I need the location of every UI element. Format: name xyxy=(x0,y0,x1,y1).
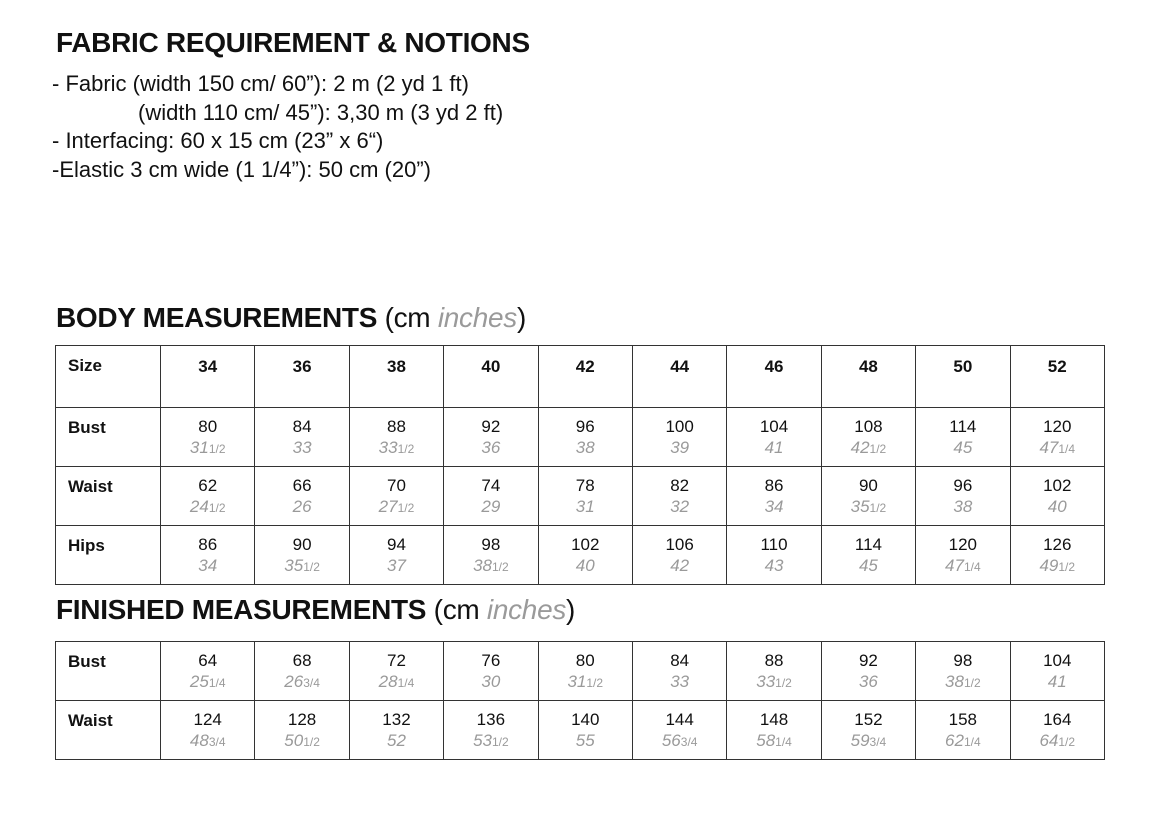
size-cell: 38 xyxy=(349,346,443,408)
measurement-cell xyxy=(161,642,255,701)
measurement-cell xyxy=(821,701,915,760)
body-measurements-title xyxy=(56,302,526,334)
inch-value xyxy=(633,730,726,753)
inch-whole: 40 xyxy=(1047,497,1067,516)
cm-value: 72 xyxy=(387,651,406,670)
inch-whole: 56 xyxy=(661,731,681,750)
measurement-cell xyxy=(727,467,821,526)
inch-whole: 38 xyxy=(945,672,964,691)
finished-measurements-table xyxy=(55,641,1105,760)
inch-fraction: 3/4 xyxy=(680,735,698,749)
inch-whole: 38 xyxy=(473,556,492,575)
inch-whole: 31 xyxy=(567,672,587,691)
inch-value xyxy=(822,437,915,460)
inch-whole: 40 xyxy=(575,556,595,575)
cm-value: 124 xyxy=(193,710,222,729)
inch-value xyxy=(444,496,537,519)
cm-value: 94 xyxy=(387,535,406,554)
inch-fraction: 3/4 xyxy=(869,735,887,749)
measurement-cell xyxy=(255,642,349,701)
row-label: Waist xyxy=(56,701,161,760)
cm-value: 114 xyxy=(949,417,977,436)
measurement-cell xyxy=(255,701,349,760)
size-cell: 52 xyxy=(1010,346,1104,408)
measurement-cell xyxy=(444,467,538,526)
inch-value xyxy=(727,730,820,753)
fabric-note-line: (width 110 cm/ 45”): 3,30 m (3 yd 2 ft) xyxy=(138,99,504,125)
cm-value: 84 xyxy=(292,417,312,436)
cm-value: 88 xyxy=(764,651,784,670)
inch-fraction: 1/2 xyxy=(397,442,415,456)
inch-value xyxy=(255,496,348,519)
fabric-note-line: - Fabric (width 150 cm/ 60”): 2 m (2 yd 1 ft) xyxy=(52,71,469,96)
inch-whole: 29 xyxy=(481,497,501,516)
measurement-cell xyxy=(727,526,821,585)
measurement-cell xyxy=(444,408,538,467)
inch-whole: 41 xyxy=(1047,672,1067,691)
fabric-note-line: -Elastic 3 cm wide (1 1/4”): 50 cm (20”) xyxy=(52,156,431,182)
cm-value: 114 xyxy=(854,535,882,554)
size-cell: 40 xyxy=(444,346,538,408)
inch-whole: 48 xyxy=(189,731,209,750)
inch-whole: 25 xyxy=(189,672,209,691)
cm-value: 76 xyxy=(481,651,501,670)
measurement-cell xyxy=(632,408,726,467)
inch-whole: 35 xyxy=(850,497,870,516)
fabric-note-line: - Interfacing: 60 x 15 cm (23” x 6“) xyxy=(52,128,384,153)
measurement-cell xyxy=(349,701,443,760)
cm-value: 128 xyxy=(287,710,317,729)
fabric-section-title: FABRIC REQUIREMENT & NOTIONS xyxy=(56,27,530,58)
cm-value: 104 xyxy=(1043,651,1072,670)
cm-value: 70 xyxy=(387,476,406,495)
inch-value xyxy=(350,437,443,460)
cm-value: 66 xyxy=(292,476,312,495)
inch-value xyxy=(727,671,820,694)
inch-value xyxy=(916,671,1009,694)
paren-close: ) xyxy=(566,594,576,625)
size-cell: 34 xyxy=(161,346,255,408)
inch-value xyxy=(350,730,443,753)
inch-value xyxy=(1011,671,1104,694)
inch-value xyxy=(255,671,348,694)
measurement-cell xyxy=(255,467,349,526)
inch-fraction: 1/2 xyxy=(775,676,792,690)
inch-whole: 30 xyxy=(481,672,501,691)
inch-value xyxy=(633,496,726,519)
inch-whole: 59 xyxy=(850,731,870,750)
cm-value: 88 xyxy=(387,417,406,436)
cm-value: 102 xyxy=(571,535,600,554)
unit-inches: inches xyxy=(437,302,517,333)
measurement-cell xyxy=(632,701,726,760)
measurement-row xyxy=(56,642,1105,701)
inch-value xyxy=(727,437,820,460)
size-label: Size xyxy=(56,346,161,408)
cm-value: 102 xyxy=(1043,476,1072,495)
inch-whole: 26 xyxy=(284,672,304,691)
unit-inches: inches xyxy=(486,594,567,625)
inch-whole: 35 xyxy=(284,556,304,575)
inch-fraction: 1/4 xyxy=(963,735,981,749)
inch-whole: 31 xyxy=(189,438,209,457)
inch-value xyxy=(255,555,348,578)
measurement-cell xyxy=(916,467,1010,526)
cm-value: 82 xyxy=(670,476,690,495)
inch-whole: 38 xyxy=(953,497,973,516)
inch-whole: 27 xyxy=(378,497,398,516)
cm-value: 96 xyxy=(575,417,595,436)
inch-fraction: 1/2 xyxy=(303,560,320,574)
cm-value: 108 xyxy=(854,417,883,436)
size-header-row xyxy=(56,346,1105,408)
measurement-cell xyxy=(821,642,915,701)
measurement-cell xyxy=(1010,642,1104,701)
cm-value: 78 xyxy=(575,476,595,495)
inch-whole: 41 xyxy=(764,438,784,457)
inch-value xyxy=(916,730,1009,753)
inch-value xyxy=(444,671,537,694)
inch-value xyxy=(350,671,443,694)
measurement-cell xyxy=(1010,467,1104,526)
cm-value: 98 xyxy=(481,535,501,554)
measurement-cell xyxy=(349,467,443,526)
measurement-cell xyxy=(538,701,632,760)
size-cell: 44 xyxy=(632,346,726,408)
inch-value xyxy=(161,496,254,519)
measurement-cell xyxy=(255,408,349,467)
row-label: Waist xyxy=(56,467,161,526)
measurement-row xyxy=(56,526,1105,585)
inch-whole: 26 xyxy=(292,497,312,516)
cm-value: 84 xyxy=(670,651,690,670)
inch-whole: 52 xyxy=(387,731,406,750)
measurement-cell xyxy=(916,408,1010,467)
inch-value xyxy=(822,730,915,753)
inch-whole: 39 xyxy=(670,438,690,457)
cm-value: 120 xyxy=(1043,417,1072,436)
inch-whole: 34 xyxy=(764,497,784,516)
measurement-row xyxy=(56,467,1105,526)
inch-whole: 33 xyxy=(756,672,776,691)
inch-value xyxy=(161,437,254,460)
inch-whole: 62 xyxy=(945,731,964,750)
cm-value: 100 xyxy=(665,417,694,436)
inch-whole: 24 xyxy=(189,497,209,516)
measurement-cell xyxy=(161,467,255,526)
measurement-row xyxy=(56,701,1105,760)
measurement-cell xyxy=(538,467,632,526)
measurement-cell xyxy=(821,467,915,526)
cm-value: 144 xyxy=(665,710,694,729)
measurement-cell xyxy=(727,701,821,760)
cm-value: 80 xyxy=(198,417,218,436)
cm-value: 132 xyxy=(382,710,411,729)
inch-value xyxy=(161,730,254,753)
inch-fraction: 1/2 xyxy=(869,501,887,515)
inch-fraction: 1/4 xyxy=(208,676,226,690)
inch-value xyxy=(633,437,726,460)
cm-value: 92 xyxy=(858,651,878,670)
inch-whole: 33 xyxy=(670,672,690,691)
finished-title-text: FINISHED MEASUREMENTS xyxy=(56,594,427,625)
measurement-cell xyxy=(727,642,821,701)
measurement-cell xyxy=(821,408,915,467)
fabric-notes xyxy=(52,70,503,184)
measurement-cell xyxy=(538,526,632,585)
inch-fraction: 1/2 xyxy=(586,676,604,690)
inch-value xyxy=(350,496,443,519)
measurement-cell xyxy=(255,526,349,585)
measurement-cell xyxy=(1010,526,1104,585)
cm-value: 90 xyxy=(858,476,878,495)
measurement-cell xyxy=(349,408,443,467)
body-title-text: BODY MEASUREMENTS xyxy=(56,302,378,333)
inch-value xyxy=(916,496,1009,519)
cm-value: 62 xyxy=(198,476,218,495)
cm-value: 164 xyxy=(1043,710,1072,729)
inch-whole: 53 xyxy=(473,731,492,750)
cm-value: 106 xyxy=(665,535,694,554)
measurement-cell xyxy=(916,701,1010,760)
measurement-cell xyxy=(821,526,915,585)
inch-value xyxy=(822,671,915,694)
inch-value xyxy=(255,437,348,460)
inch-fraction: 1/2 xyxy=(208,442,226,456)
measurement-cell xyxy=(916,526,1010,585)
inch-whole: 64 xyxy=(1039,731,1059,750)
inch-value xyxy=(727,555,820,578)
measurement-cell xyxy=(916,642,1010,701)
size-cell: 46 xyxy=(727,346,821,408)
inch-value xyxy=(161,555,254,578)
cm-value: 90 xyxy=(292,535,312,554)
inch-fraction: 1/2 xyxy=(303,735,320,749)
unit-cm: cm xyxy=(393,302,431,333)
inch-whole: 33 xyxy=(292,438,312,457)
inch-whole: 42 xyxy=(670,556,690,575)
measurement-cell xyxy=(632,467,726,526)
inch-value xyxy=(539,730,632,753)
measurement-cell xyxy=(349,526,443,585)
cm-value: 140 xyxy=(571,710,600,729)
inch-fraction: 1/4 xyxy=(775,735,792,749)
inch-fraction: 1/2 xyxy=(208,501,226,515)
measurement-cell xyxy=(538,408,632,467)
unit-cm: cm xyxy=(442,594,480,625)
inch-fraction: 1/2 xyxy=(1058,560,1076,574)
paren-open: ( xyxy=(433,594,443,625)
inch-whole: 36 xyxy=(481,438,501,457)
inch-whole: 47 xyxy=(945,556,964,575)
cm-value: 126 xyxy=(1043,535,1072,554)
cm-value: 96 xyxy=(953,476,973,495)
inch-value xyxy=(822,555,915,578)
inch-whole: 43 xyxy=(764,556,784,575)
inch-fraction: 1/2 xyxy=(491,560,509,574)
inch-value xyxy=(916,437,1009,460)
cm-value: 120 xyxy=(948,535,977,554)
cm-value: 74 xyxy=(481,476,501,495)
row-label: Bust xyxy=(56,408,161,467)
inch-fraction: 1/2 xyxy=(869,442,887,456)
measurement-cell xyxy=(444,526,538,585)
inch-value xyxy=(161,671,254,694)
inch-value xyxy=(1011,496,1104,519)
inch-value xyxy=(444,730,537,753)
measurement-cell xyxy=(632,526,726,585)
cm-value: 158 xyxy=(948,710,977,729)
measurement-cell xyxy=(538,642,632,701)
body-measurements-table xyxy=(55,345,1105,585)
cm-value: 64 xyxy=(198,651,218,670)
inch-fraction: 3/4 xyxy=(303,676,320,690)
cm-value: 80 xyxy=(575,651,595,670)
inch-fraction: 1/4 xyxy=(1058,442,1076,456)
inch-fraction: 1/4 xyxy=(397,676,415,690)
inch-whole: 38 xyxy=(575,438,595,457)
row-label: Hips xyxy=(56,526,161,585)
row-label: Bust xyxy=(56,642,161,701)
inch-value xyxy=(444,437,537,460)
inch-whole: 49 xyxy=(1039,556,1059,575)
inch-fraction: 1/4 xyxy=(963,560,981,574)
inch-value xyxy=(444,555,537,578)
inch-whole: 33 xyxy=(378,438,398,457)
inch-value xyxy=(539,671,632,694)
inch-value xyxy=(1011,437,1104,460)
cm-value: 86 xyxy=(764,476,784,495)
paren-close: ) xyxy=(516,302,526,333)
inch-value xyxy=(916,555,1009,578)
inch-value xyxy=(822,496,915,519)
cm-value: 98 xyxy=(953,651,973,670)
measurement-cell xyxy=(444,642,538,701)
measurement-cell xyxy=(1010,701,1104,760)
inch-fraction: 1/2 xyxy=(1058,735,1076,749)
size-cell: 48 xyxy=(821,346,915,408)
inch-whole: 58 xyxy=(756,731,776,750)
cm-value: 92 xyxy=(481,417,501,436)
cm-value: 86 xyxy=(198,535,218,554)
cm-value: 68 xyxy=(292,651,312,670)
measurement-cell xyxy=(444,701,538,760)
inch-fraction: 1/2 xyxy=(963,676,981,690)
inch-whole: 37 xyxy=(387,556,406,575)
inch-value xyxy=(1011,730,1104,753)
measurement-cell xyxy=(632,642,726,701)
inch-fraction: 1/2 xyxy=(491,735,509,749)
inch-whole: 47 xyxy=(1039,438,1059,457)
inch-value xyxy=(255,730,348,753)
cm-value: 104 xyxy=(759,417,789,436)
inch-value xyxy=(539,555,632,578)
cm-value: 136 xyxy=(476,710,506,729)
inch-whole: 42 xyxy=(850,438,870,457)
inch-whole: 50 xyxy=(284,731,304,750)
cm-value: 110 xyxy=(760,535,788,554)
measurement-cell xyxy=(161,526,255,585)
size-cell: 42 xyxy=(538,346,632,408)
size-cell: 36 xyxy=(255,346,349,408)
finished-measurements-title xyxy=(56,594,575,626)
inch-value xyxy=(727,496,820,519)
measurement-cell xyxy=(727,408,821,467)
inch-whole: 34 xyxy=(198,556,218,575)
inch-whole: 31 xyxy=(575,497,595,516)
inch-value xyxy=(633,671,726,694)
measurement-cell xyxy=(1010,408,1104,467)
cm-value: 152 xyxy=(854,710,883,729)
inch-whole: 32 xyxy=(670,497,690,516)
inch-whole: 28 xyxy=(378,672,398,691)
inch-fraction: 1/2 xyxy=(397,501,415,515)
inch-fraction: 3/4 xyxy=(208,735,226,749)
inch-value xyxy=(633,555,726,578)
inch-whole: 55 xyxy=(575,731,595,750)
measurement-cell xyxy=(349,642,443,701)
inch-value xyxy=(1011,555,1104,578)
measurement-cell xyxy=(161,408,255,467)
paren-open: ( xyxy=(384,302,394,333)
cm-value: 148 xyxy=(759,710,789,729)
inch-value xyxy=(350,555,443,578)
size-cell: 50 xyxy=(916,346,1010,408)
inch-whole: 45 xyxy=(953,438,973,457)
inch-value xyxy=(539,496,632,519)
inch-value xyxy=(539,437,632,460)
inch-whole: 36 xyxy=(858,672,878,691)
inch-whole: 45 xyxy=(858,556,878,575)
measurement-row xyxy=(56,408,1105,467)
measurement-cell xyxy=(161,701,255,760)
